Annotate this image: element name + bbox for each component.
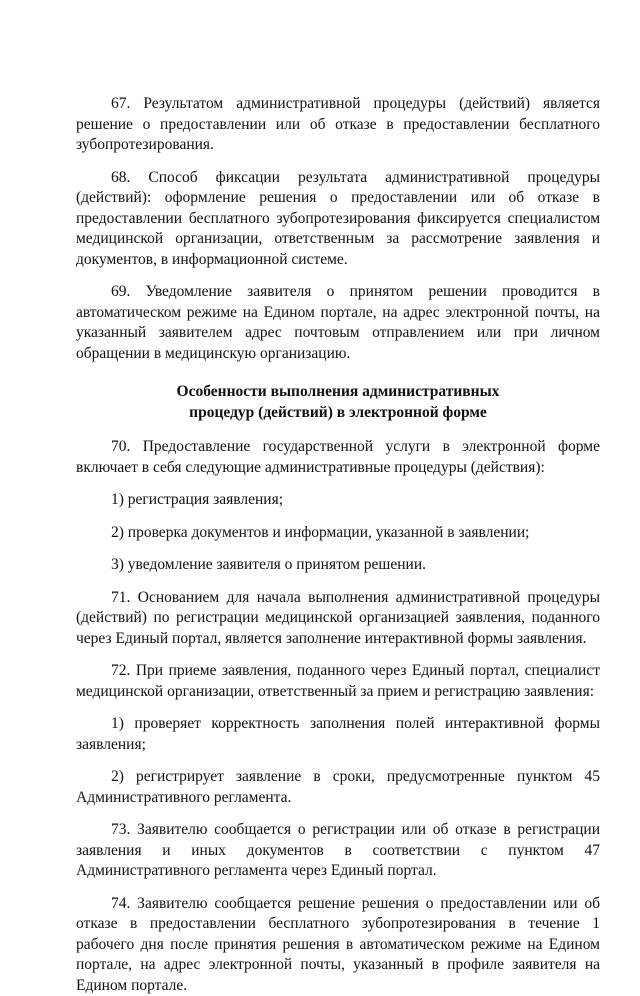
list-item-document-check: 2) проверка документов и информации, указанной в заявлении; [76,523,600,544]
section-heading-line-2: процедур (действий) в электронной форме [76,403,600,424]
paragraph-71: 71. Основанием для начала выполнения административной процедуры (действий) по регистрации медицинской организацией заявления, поданного через Единый портал, является заполнение интерактивной формы заявления. [76,588,600,650]
list-item-notification: 3) уведомление заявителя о принятом решении. [76,555,600,576]
section-heading-line-1: Особенности выполнения административных [76,382,600,403]
list-item-registration: 1) регистрация заявления; [76,490,600,511]
paragraph-69: 69. Уведомление заявителя о принятом решении проводится в автоматическом режиме на Едином портале, на адрес электронной почты, на указанный заявителем адрес почтовым отправлением или при личном обращении в медицинскую организацию. [76,282,600,364]
list-item-check-fields: 1) проверяет корректность заполнения полей интерактивной формы заявления; [76,714,600,755]
list-item-register: 2) регистрирует заявление в сроки, предусмотренные пунктом 45 Административного регламента. [76,767,600,808]
paragraph-72: 72. При приеме заявления, поданного через Единый портал, специалист медицинской организации, ответственный за прием и регистрацию заявления: [76,661,600,702]
paragraph-68: 68. Способ фиксации результата административной процедуры (действий): оформление решения о предоставлении или об отказе в предоставлении бесплатного зубопротезирования фиксируется специалистом медицинской организации, ответственным за рассмотрение заявления и документов, в информационной системе. [76,168,600,271]
paragraph-73: 73. Заявителю сообщается о регистрации или об отказе в регистрации заявления и иных документов в соответствии с пунктом 47 Административного регламента через Единый портал. [76,820,600,882]
section-heading [76,382,600,423]
paragraph-74: 74. Заявителю сообщается решение решения о предоставлении или об отказе в предоставлении бесплатного зубопротезирования в течение 1 рабочего дня после принятия решения в автоматическом режиме на Едином портале, на адрес электронной почты, указанный в профиле заявителя на Едином портале. [76,894,600,996]
paragraph-70: 70. Предоставление государственной услуги в электронной форме включает в себя следующие административные процедуры (действия): [76,437,600,478]
paragraph-67: 67. Результатом административной процедуры (действий) является решение о предоставлении или об отказе в предоставлении бесплатного зубопротезирования. [76,94,600,156]
